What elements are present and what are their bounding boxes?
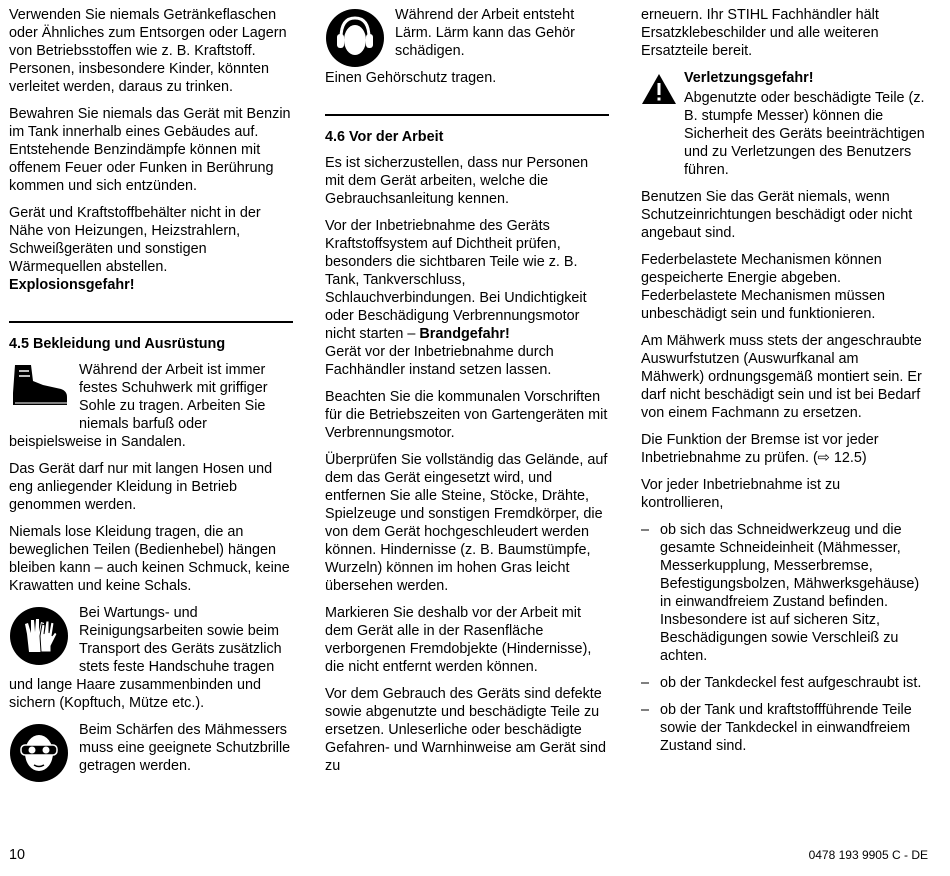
paragraph-text: Gerät und Kraftstoffbehälter nicht in der Nähe von Heizungen, Heizstrahlern, Schweißgeräten und sonstigen Wärmequellen abstellen.	[9, 205, 261, 275]
safety-goggles-icon	[9, 723, 71, 777]
paragraph: Beachten Sie die kommunalen Vorschriften für die Betriebszeiten von Gartengeräten mit Verbrennungsmotor.	[325, 389, 608, 441]
paragraph	[9, 204, 293, 294]
document-reference: 0478 193 9905 C - DE	[808, 848, 928, 862]
section-heading: 4.6 Vor der Arbeit	[325, 129, 444, 145]
column-left	[9, 6, 293, 784]
injury-warning	[641, 69, 925, 179]
paragraph: Es ist sicherzustellen, dass nur Personen mit dem Gerät arbeiten, welche die Gebrauchsanleitung kennen.	[325, 155, 589, 207]
dash-bullet: –	[641, 522, 650, 538]
glove-instruction	[9, 604, 293, 712]
paragraph: Während der Arbeit entsteht Lärm. Lärm kann das Gehör schädigen.	[395, 7, 575, 59]
list-item	[641, 701, 925, 755]
paragraph-text: Vor der Inbetriebnahme des Geräts Kraftstoffsystem auf Dichtheit prüfen, besonders die sichtbaren Teile wie z. B. Tank, Tankverschluss, Schlauchverbindungen. Bei Undichtigkeit oder Beschädigung Verbrennungsmotor nicht starten –	[325, 218, 587, 342]
list-item-text: ob der Tank und kraftstoffführende Teile sowie der Tankdeckel in einwandfreiem Zustand sind.	[660, 702, 912, 754]
paragraph: Vor jeder Inbetriebnahme ist zu kontrollieren,	[641, 477, 841, 511]
warning-triangle-icon	[641, 73, 677, 105]
warning-text: Abgenutzte oder beschädigte Teile (z. B. stumpfe Messer) können die Sicherheit des Geräts beeinträchtigen und zu Verletzungen des Benutzers führen.	[684, 90, 925, 178]
ear-protection-instruction	[325, 6, 609, 96]
warning-title: Verletzungsgefahr!	[684, 70, 814, 86]
paragraph: Die Funktion der Bremse ist vor jeder Inbetriebnahme zu prüfen. (⇨ 12.5)	[641, 432, 879, 466]
paragraph	[325, 217, 609, 379]
goggle-instruction	[9, 721, 293, 775]
list-item	[641, 521, 925, 665]
gloves-icon	[9, 606, 71, 660]
page-number: 10	[9, 847, 26, 863]
shoe-instruction	[9, 361, 293, 451]
column-middle	[325, 6, 609, 784]
column-right	[641, 6, 925, 764]
paragraph: erneuern. Ihr STIHL Fachhändler hält Ersatzklebeschilder und alle weiteren Ersatzteile bereit.	[641, 7, 879, 59]
paragraph: Bewahren Sie niemals das Gerät mit Benzin im Tank innerhalb eines Gebäudes auf. Entstehende Benzindämpfe können mit offenem Feuer oder Funken in Berührung kommen und sich entzünden.	[9, 106, 291, 194]
paragraph: Das Gerät darf nur mit langen Hosen und eng anliegender Kleidung in Betrieb genommen werden.	[9, 461, 273, 513]
paragraph: Während der Arbeit ist immer festes Schuhwerk mit griffiger Sohle zu tragen. Arbeiten Sie niemals barfuß oder beispielsweise in Sandalen.	[9, 362, 268, 450]
paragraph: Beim Schärfen des Mähmessers muss eine geeignete Schutzbrille getragen werden.	[79, 722, 291, 774]
paragraph: Am Mähwerk muss stets der angeschraubte Auswurfstutzen (Auswurfkanal am Mähwerk) ordnungsgemäß montiert sein. Er darf nicht beschädigt sein und ist bei Bedarf von einem Fachmann zu ersetzen.	[641, 333, 922, 421]
paragraph: Markieren Sie deshalb vor der Arbeit mit dem Gerät alle in der Rasenfläche verborgenen Fremdobjekte (Hindernisse), die nicht entfernt werden können.	[325, 605, 592, 675]
paragraph: Federbelastete Mechanismen können gespeicherte Energie abgeben. Federbelastete Mechanismen müssen unbeschädigt sein und funktionieren.	[641, 252, 885, 322]
paragraph: Benutzen Sie das Gerät niemals, wenn Schutzeinrichtungen beschädigt oder nicht angebaut sind.	[641, 189, 913, 241]
safety-boot-icon	[9, 363, 71, 417]
paragraph: Verwenden Sie niemals Getränkeflaschen oder Ähnliches zum Entsorgen oder Lagern von Betriebsstoffen wie z. B. Kraftstoff. Personen, insbesondere Kinder, könnten verleitet werden, daraus zu trinken.	[9, 7, 287, 95]
warning-emphasis: Brandgefahr!	[419, 326, 510, 342]
section-heading: 4.5 Bekleidung und Ausrüstung	[9, 336, 226, 352]
paragraph: Überprüfen Sie vollständig das Gelände, auf dem das Gerät eingesetzt wird, und entfernen Sie alle Steine, Stöcke, Drähte, Spielzeuge und sonstigen Fremdkörper, die von dem Gerät hochgeschleudert werden können. Hindernisse (z. B. Baumstümpfe, Wurzeln) können im hohen Gras leicht übersehen werden.	[325, 452, 608, 594]
list-item-text: ob der Tankdeckel fest aufgeschraubt ist.	[660, 675, 922, 691]
paragraph-text: Gerät vor der Inbetriebnahme durch Fachhändler instand setzen lassen.	[325, 344, 554, 378]
paragraph: Bei Wartungs- und Reinigungsarbeiten sowie beim Transport des Geräts zusätzlich stets feste Handschuhe tragen und lange Haare zusammenbinden und sichern (Kopftuch, Mütze etc.).	[9, 605, 282, 711]
section-divider	[9, 321, 293, 323]
paragraph: Niemals lose Kleidung tragen, die an beweglichen Teilen (Bedienhebel) hängen bleiben kann – auch keinen Schmuck, keine Krawatten und keine Schals.	[9, 524, 290, 594]
list-item	[641, 674, 925, 692]
list-item-text: ob sich das Schneidwerkzeug und die gesamte Schneideinheit (Mähmesser, Messerkupplung, Messerbremse, Befestigungsbolzen, Mähwerksgehäuse) in einwandfreiem Zustand befinden. Insbesondere ist auf sicheren Sitz, Beschädigungen sowie Verschleiß zu achten.	[660, 522, 920, 664]
paragraph: Vor dem Gebrauch des Geräts sind defekte sowie abgenutzte und beschädigte Teile zu ersetzen. Unleserliche oder beschädigte Gefahren- und Warnhinweise am Gerät sind zu	[325, 686, 607, 774]
section-divider	[325, 114, 609, 116]
paragraph: Einen Gehörschutz tragen.	[325, 70, 497, 86]
ear-protection-icon	[325, 8, 387, 62]
warning-emphasis: Explosionsgefahr!	[9, 277, 135, 293]
dash-bullet: –	[641, 675, 650, 691]
dash-bullet: –	[641, 702, 650, 718]
